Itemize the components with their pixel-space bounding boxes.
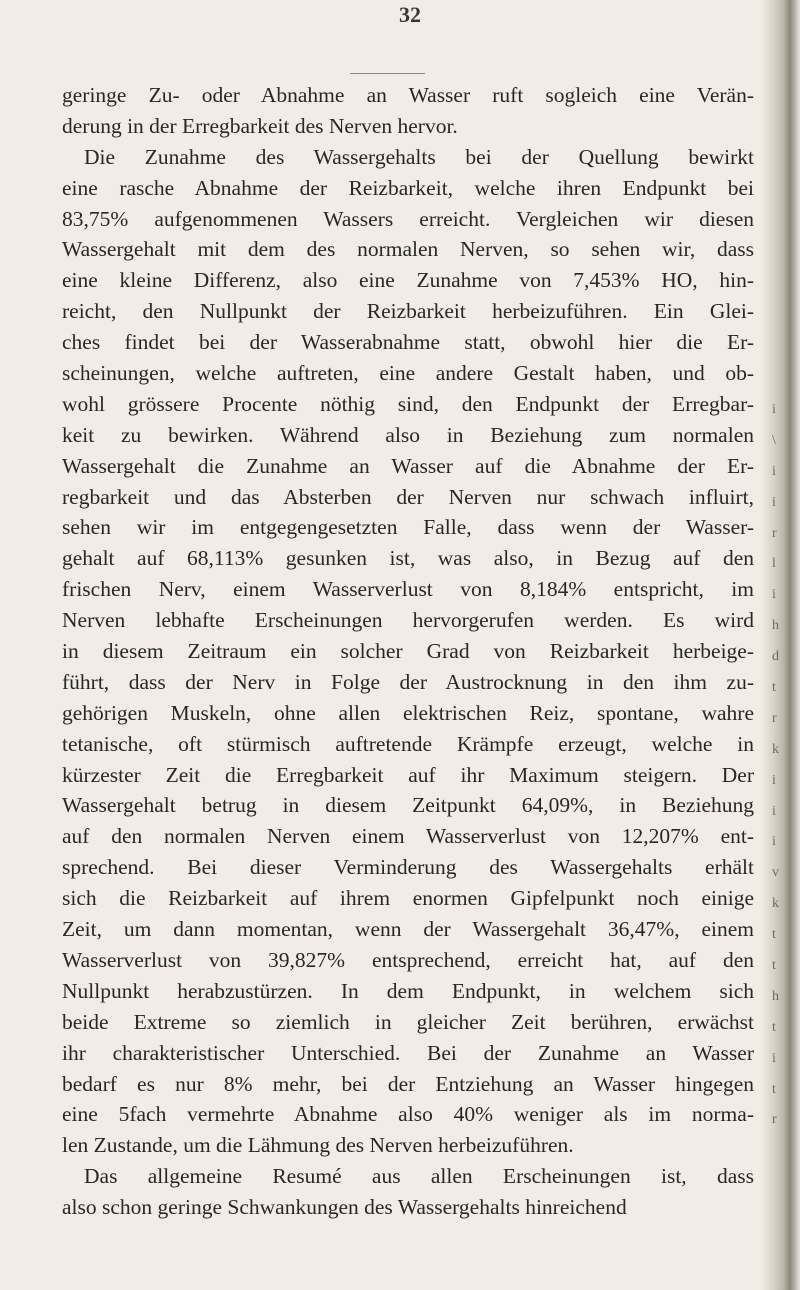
bleed-through-glyph: \ <box>772 432 776 448</box>
body-text <box>62 80 754 1223</box>
bleed-through-glyph: r <box>772 525 777 541</box>
text-line: reicht, den Nullpunkt der Reizbarkeit herbeizuführen. Ein Glei- <box>62 299 754 324</box>
bleed-through-glyph: i <box>772 834 776 850</box>
text-line: Wassergehalt mit dem des normalen Nerven, so sehen wir, dass <box>62 237 754 262</box>
bleed-through-glyph: h <box>772 618 779 634</box>
bleed-through-glyph: i <box>772 803 776 819</box>
text-line: kürzester Zeit die Erregbarkeit auf ihr Maximum steigern. Der <box>62 762 754 787</box>
text-line: Wasserverlust von 39,827% entsprechend, erreicht hat, auf den <box>62 947 754 972</box>
bleed-through-glyph: l <box>772 556 776 572</box>
bleed-through-glyph: i <box>772 1050 776 1066</box>
text-line: Wassergehalt die Zunahme an Wasser auf die Abnahme der Er- <box>62 453 754 478</box>
text-line: 83,75% aufgenommenen Wassers erreicht. Vergleichen wir diesen <box>62 206 754 231</box>
text-line: wohl grössere Procente nöthig sind, den Endpunkt der Erregbar- <box>62 391 754 416</box>
text-line: beide Extreme so ziemlich in gleicher Zeit berühren, erwächst <box>62 1009 754 1034</box>
bleed-through-glyph: v <box>772 865 779 881</box>
text-line: auf den normalen Nerven einem Wasserverlust von 12,207% ent- <box>62 824 754 849</box>
text-line: Das allgemeine Resumé aus allen Erscheinungen ist, dass <box>84 1164 754 1189</box>
text-line: Wassergehalt betrug in diesem Zeitpunkt 64,09%, in Beziehung <box>62 793 754 818</box>
text-line: in diesem Zeitraum ein solcher Grad von Reizbarkeit herbeige- <box>62 639 754 664</box>
text-line: gehalt auf 68,113% gesunken ist, was also, in Bezug auf den <box>62 546 754 571</box>
text-line: eine 5fach vermehrte Abnahme also 40% weniger als im norma- <box>62 1102 754 1127</box>
text-line: Zeit, um dann momentan, wenn der Wassergehalt 36,47%, einem <box>62 917 754 942</box>
bleed-through-glyph: d <box>772 649 779 665</box>
page-number: 32 <box>399 2 421 27</box>
text-line: sehen wir im entgegengesetzten Falle, dass wenn der Wasser- <box>62 515 754 540</box>
bleed-through-glyph: t <box>772 680 776 696</box>
text-line: frischen Nerv, einem Wasserverlust von 8,184% entspricht, im <box>62 577 754 602</box>
text-line: scheinungen, welche auftreten, eine andere Gestalt haben, und ob- <box>62 361 754 386</box>
bleed-through-glyph: i <box>772 772 776 788</box>
text-line: len Zustande, um die Lähmung des Nerven herbeizuführen. <box>62 1133 574 1158</box>
bleed-through-glyph: h <box>772 988 779 1004</box>
text-line: ches findet bei der Wasserabnahme statt, obwohl hier die Er- <box>62 330 754 355</box>
bleed-through-glyph: t <box>772 1081 776 1097</box>
bleed-through-glyph: k <box>772 896 779 912</box>
bleed-through-glyph: r <box>772 710 777 726</box>
bleed-through-glyph: r <box>772 1112 777 1128</box>
text-line: bedarf es nur 8% mehr, bei der Entziehung an Wasser hingegen <box>62 1071 754 1096</box>
bleed-through-glyph: i <box>772 494 776 510</box>
bleed-through-letters <box>772 395 786 1136</box>
text-line: also schon geringe Schwankungen des Wassergehalts hinreichend <box>62 1195 627 1220</box>
text-line: geringe Zu- oder Abnahme an Wasser ruft sogleich eine Verän- <box>62 83 754 107</box>
text-line: eine rasche Abnahme der Reizbarkeit, welche ihren Endpunkt bei <box>62 175 754 200</box>
text-line: Nullpunkt herabzustürzen. In dem Endpunkt, in welchem sich <box>62 978 754 1003</box>
bleed-through-glyph: t <box>772 1019 776 1035</box>
text-line: ihr charakteristischer Unterschied. Bei der Zunahme an Wasser <box>62 1040 754 1065</box>
text-line: gehörigen Muskeln, ohne allen elektrischen Reiz, spontane, wahre <box>62 700 754 725</box>
bleed-through-glyph: i <box>772 402 776 417</box>
text-line: führt, dass der Nerv in Folge der Austrocknung in den ihm zu- <box>62 669 754 694</box>
text-line: Nerven lebhafte Erscheinungen hervorgerufen werden. Es wird <box>62 608 754 633</box>
text-line: eine kleine Differenz, also eine Zunahme von 7,453% HO, hin- <box>62 268 754 293</box>
text-line: regbarkeit und das Absterben der Nerven nur schwach influirt, <box>62 484 754 509</box>
bleed-through-glyph: t <box>772 958 776 974</box>
bleed-through-glyph: i <box>772 587 776 603</box>
text-line: Die Zunahme des Wassergehalts bei der Quellung bewirkt <box>84 144 754 169</box>
bleed-through-glyph: t <box>772 927 776 943</box>
text-line: sprechend. Bei dieser Verminderung des Wassergehalts erhält <box>62 855 754 880</box>
text-line: sich die Reizbarkeit auf ihrem enormen Gipfelpunkt noch einige <box>62 886 754 911</box>
bleed-through-glyph: k <box>772 741 779 757</box>
bleed-through-glyph: i <box>772 463 776 479</box>
text-line: derung in der Erregbarkeit des Nerven hervor. <box>62 113 458 138</box>
header-rule <box>350 73 425 74</box>
text-line: tetanische, oft stürmisch auftretende Krämpfe erzeugt, welche in <box>62 731 754 756</box>
text-line: keit zu bewirken. Während also in Beziehung zum normalen <box>62 422 754 447</box>
